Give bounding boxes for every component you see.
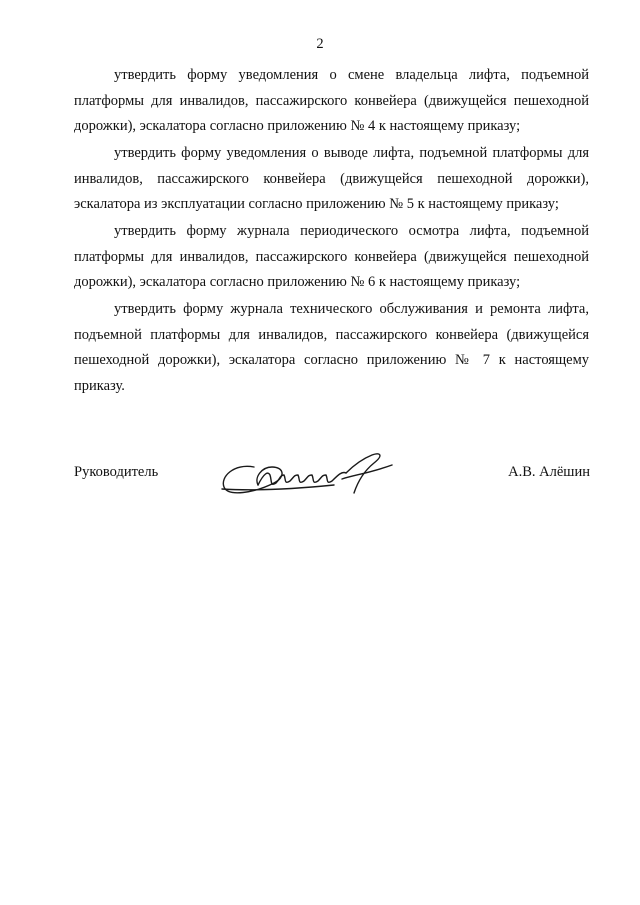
document-body [74,63,589,401]
signatory-name: А.В. Алёшин [508,464,590,480]
paragraph-appendix-6: утвердить форму журнала периодического осмотра лифта, подъемной платформы для инвалидов, пассажирского конвейера (движущейся пешеходной дорожки), эскалатора согласно приложению № 6 к настоящему приказу; [74,223,589,290]
paragraph-appendix-5: утвердить форму уведомления о выводе лифта, подъемной платформы для инвалидов, пассажирского конвейера (движущейся пешеходной дорожки), эскалатора из эксплуатации согласно приложению № 5 к настоящему приказу; [74,145,589,212]
paragraph-appendix-7: утвердить форму журнала технического обслуживания и ремонта лифта, подъемной платформы для инвалидов, пассажирского конвейера (движущейся пешеходной дорожки), эскалатора согласно приложению № 7 к настоящему приказу. [74,301,589,394]
page-number: 2 [316,36,324,52]
signature-block [74,445,590,515]
handwritten-signature-icon [214,445,414,505]
signatory-title: Руководитель [74,464,159,480]
paragraph-appendix-4: утвердить форму уведомления о смене владельца лифта, подъемной платформы для инвалидов, пассажирского конвейера (движущейся пешеходной дорожки), эскалатора согласно приложению № 4 к настоящему приказу; [74,67,589,134]
